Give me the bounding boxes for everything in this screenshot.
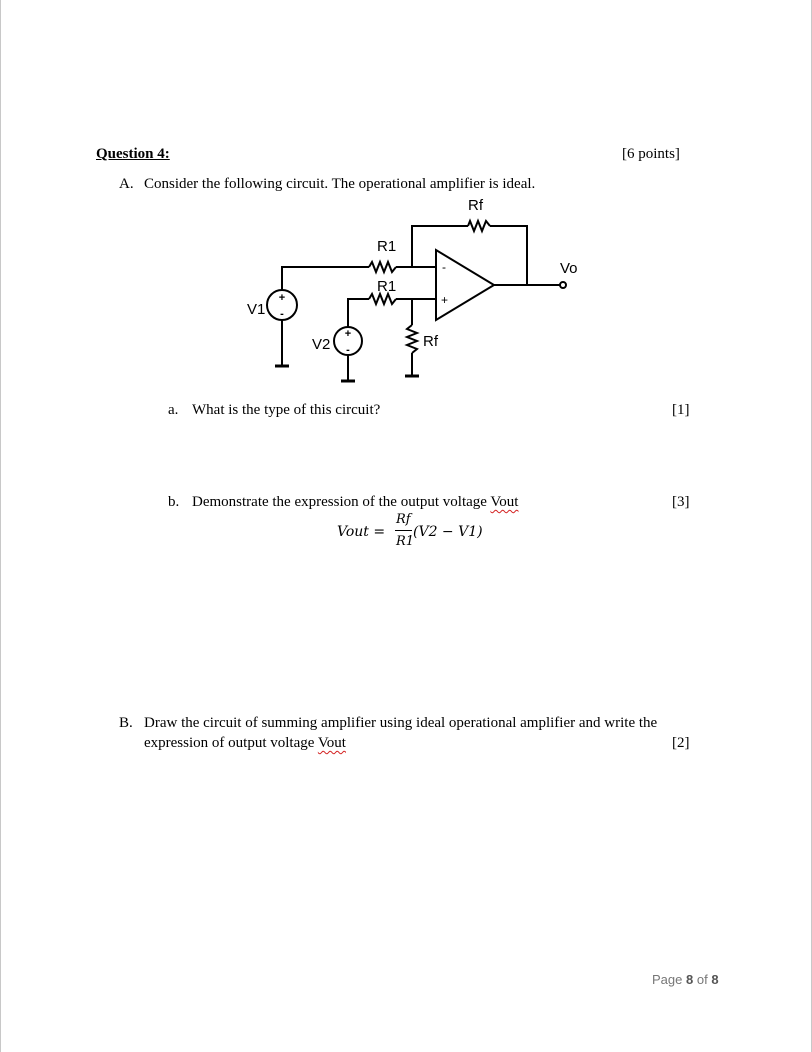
feedback-wire-right	[490, 226, 527, 285]
part-b-line2-prefix: expression of output voltage	[144, 735, 318, 751]
circuit-diagram	[230, 190, 600, 390]
sub-b-label: b.	[168, 494, 180, 510]
r1-bottom-label: R1	[377, 278, 397, 295]
spellcheck-word-vout: Vout	[490, 494, 519, 510]
part-b-line1: Draw the circuit of summing amplifier using ideal operational amplifier and write the	[144, 715, 658, 731]
sub-b-points: [3]	[672, 494, 690, 510]
part-a-text: Consider the following circuit. The operational amplifier is ideal.	[144, 176, 536, 192]
footer-page-num: 8	[686, 972, 694, 987]
part-b-points: [2]	[672, 735, 690, 751]
v1-input-wire	[282, 267, 369, 290]
footer-page-total: 8	[711, 972, 719, 987]
part-b-label: B.	[119, 715, 133, 731]
equation-fraction-bar	[395, 530, 412, 531]
v1-plus-sign: +	[278, 292, 286, 304]
equation-denominator: R1	[396, 534, 415, 549]
page-left-edge	[0, 0, 1, 1052]
op-amp-minus-label: -	[442, 260, 446, 274]
v2-minus-sign: -	[346, 344, 350, 356]
question-title: Question 4:	[96, 146, 170, 162]
v2-input-wire	[348, 299, 369, 327]
sub-a-text: What is the type of this circuit?	[192, 402, 381, 418]
rf-ground-resistor	[407, 325, 417, 353]
equation-rhs: (V2 − V1)	[413, 524, 483, 540]
page-number-footer	[652, 972, 719, 987]
r1-top-label: R1	[377, 238, 397, 255]
vo-label: Vo	[560, 260, 578, 277]
v2-plus-sign: +	[344, 328, 352, 340]
question-points: [6 points]	[622, 146, 680, 162]
sub-b-text	[192, 494, 518, 511]
sub-a-label: a.	[168, 402, 179, 418]
part-b-line2	[144, 735, 346, 752]
part-a-label: A.	[119, 176, 134, 192]
v2-label: V2	[312, 336, 331, 353]
v1-label: V1	[247, 301, 266, 318]
sub-b-text-prefix: Demonstrate the expression of the output voltage	[192, 494, 491, 510]
equation-numerator: Rf	[396, 512, 411, 527]
spellcheck-word-vout-2: Vout	[317, 735, 346, 751]
sub-a-points: [1]	[672, 402, 690, 418]
v1-minus-sign: -	[280, 308, 284, 320]
footer-of-word: of	[696, 972, 708, 987]
r1-top-resistor	[369, 262, 396, 272]
rf-feedback-label: Rf	[468, 197, 483, 214]
op-amp-plus-label: +	[441, 293, 449, 307]
equation-lhs: Vout =	[337, 524, 386, 540]
footer-page-word: Page	[652, 972, 683, 987]
rf-feedback-resistor	[468, 221, 490, 231]
feedback-wire-left	[412, 226, 468, 268]
r1-bottom-resistor	[369, 294, 396, 304]
output-terminal	[560, 282, 566, 288]
rf-ground-label: Rf	[423, 333, 438, 350]
